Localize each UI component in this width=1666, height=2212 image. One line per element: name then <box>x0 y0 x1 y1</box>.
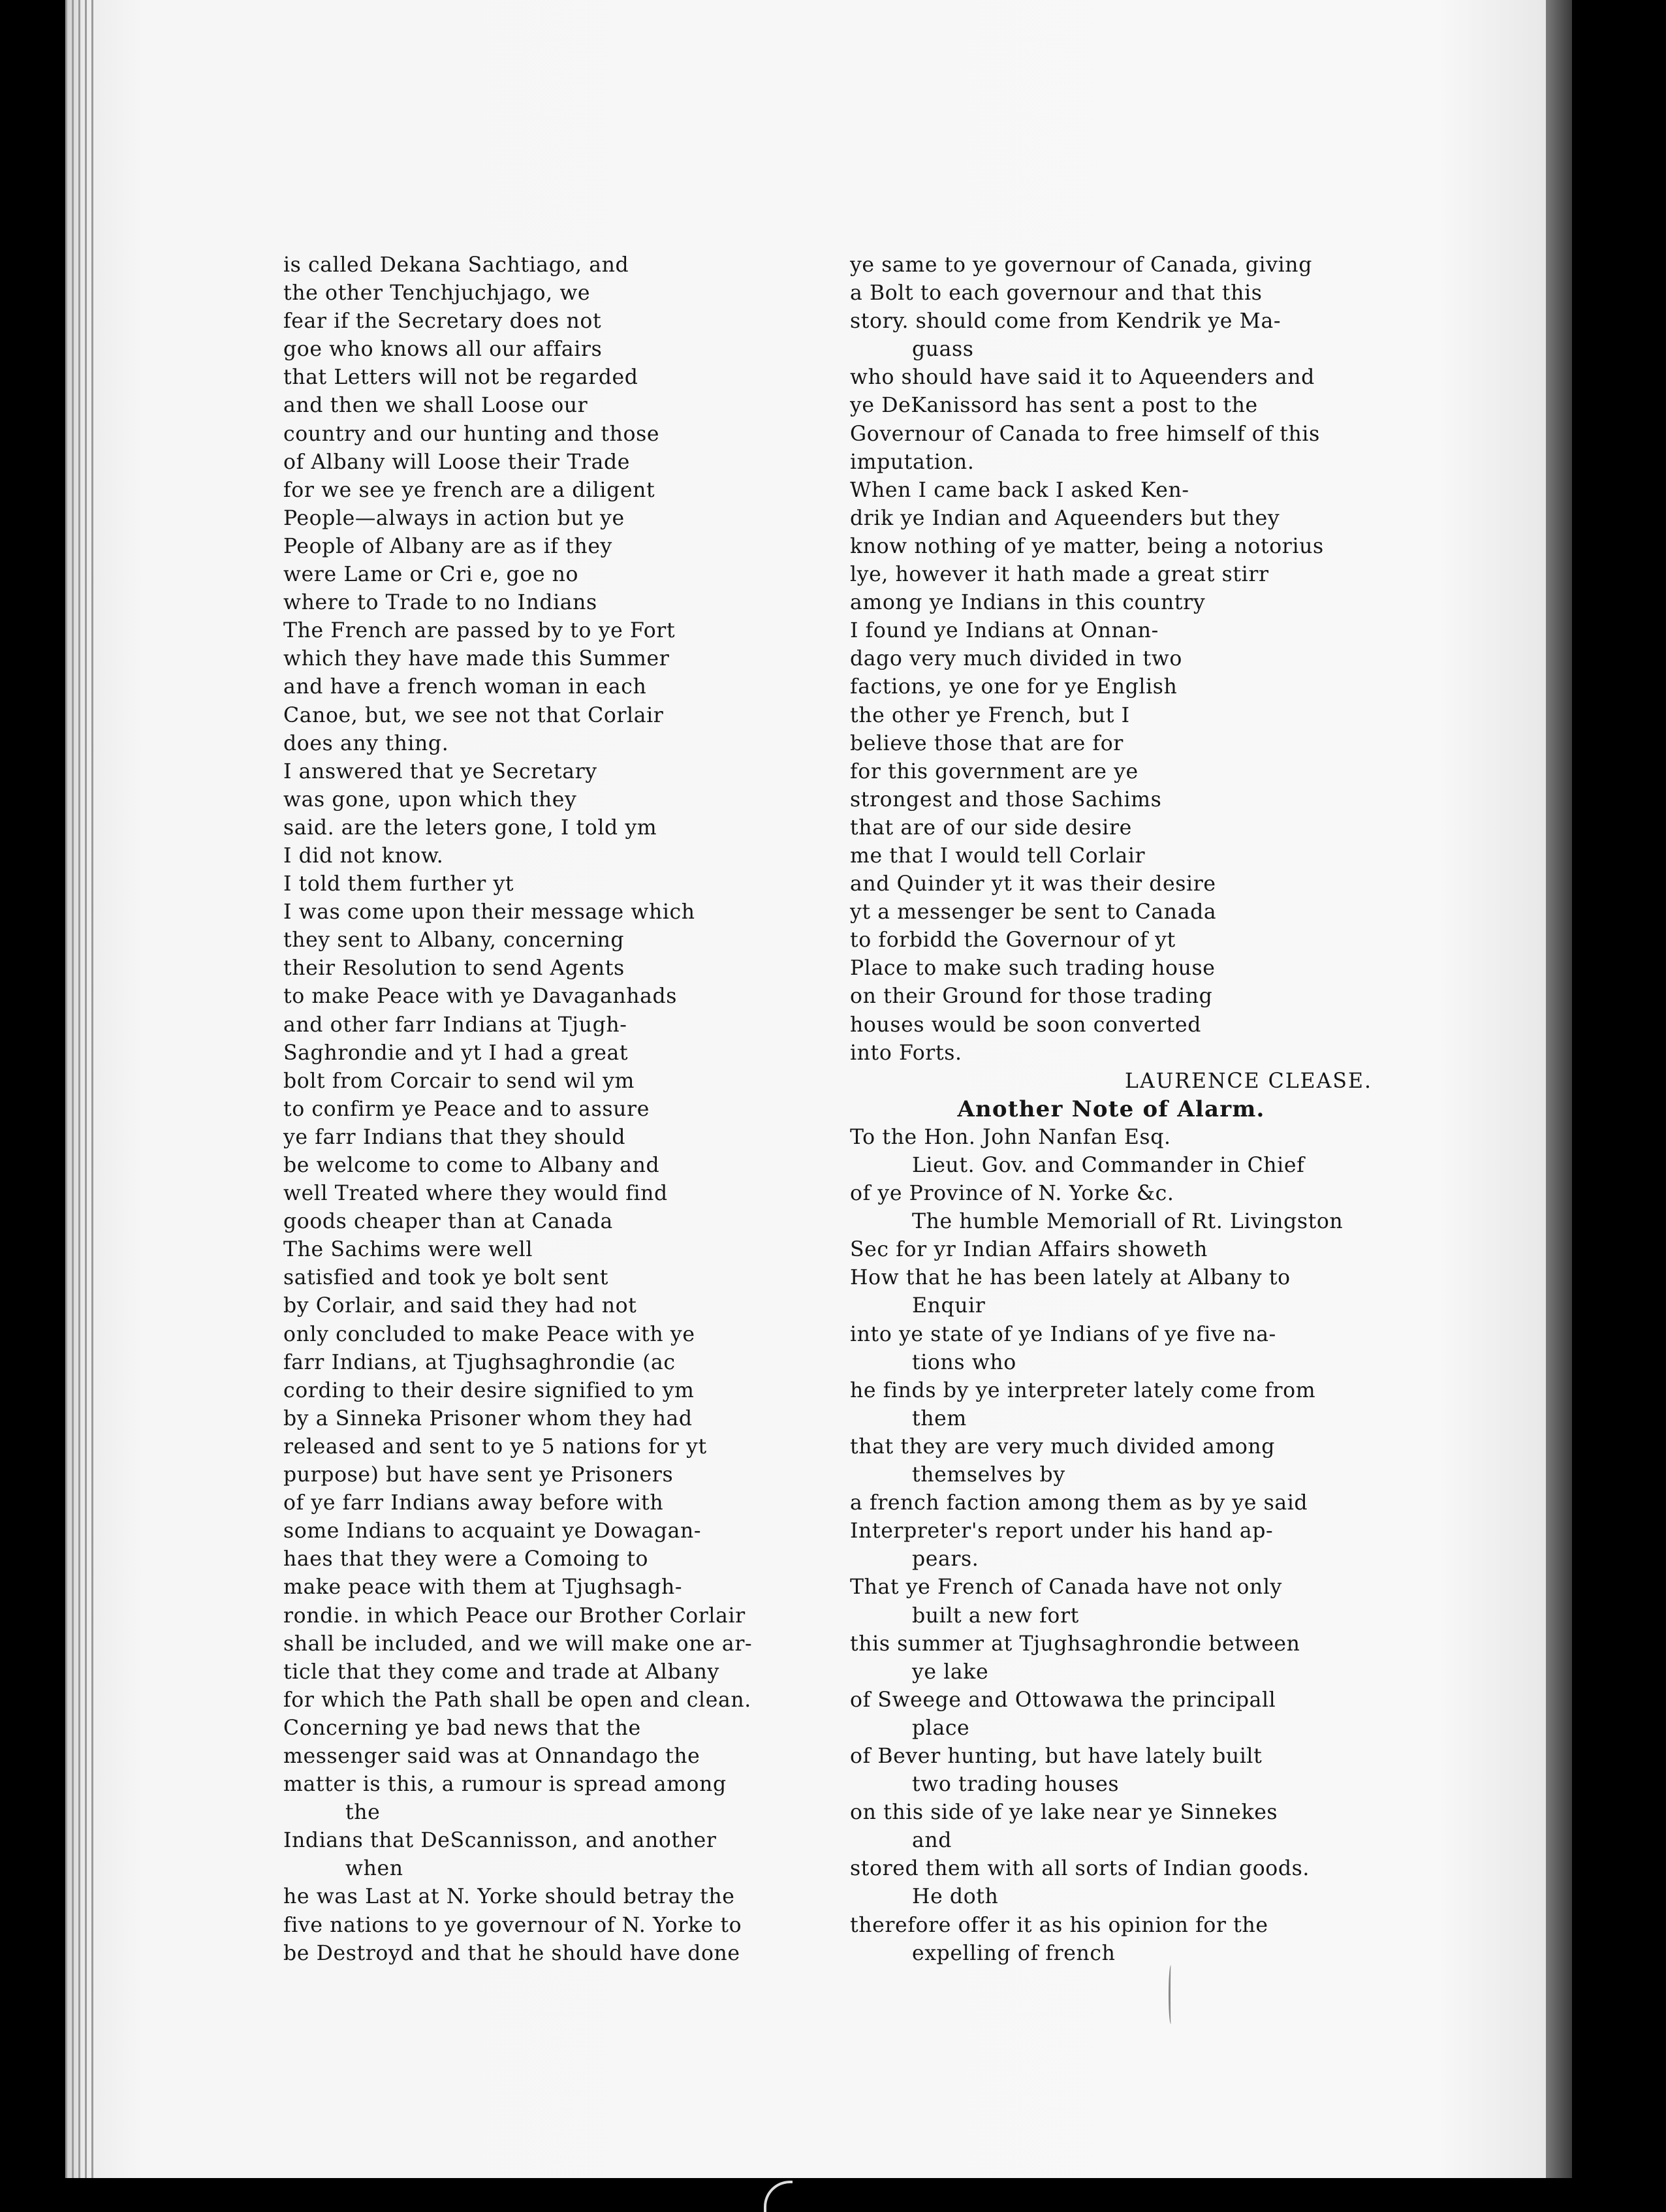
text-line: only concluded to make Peace with ye <box>283 1322 695 1346</box>
text-line: place <box>912 1716 970 1740</box>
text-line: goods cheaper than at Canada <box>283 1210 613 1234</box>
text-line: into Forts. <box>850 1041 962 1065</box>
text-line: that they are very much divided among <box>850 1434 1276 1459</box>
text-line: expelling of french <box>912 1941 1116 1965</box>
text-line: of Bever hunting, but have lately built <box>850 1744 1263 1768</box>
text-line: into ye state of ye Indians of ye five na- <box>850 1322 1276 1346</box>
text-line: I told them further yt <box>283 872 514 896</box>
text-line: two trading houses <box>912 1773 1120 1797</box>
text-line: To the Hon. John Nanfan Esq. <box>850 1125 1171 1149</box>
text-line: to confirm ye Peace and to assure <box>283 1097 650 1121</box>
text-line: Interpreter's report under his hand ap- <box>850 1519 1274 1543</box>
text-line: know nothing of ye matter, being a notorius <box>850 534 1324 558</box>
text-line: does any thing. <box>283 731 449 755</box>
text-line: bolt from Corcair to send wil ym <box>283 1069 635 1093</box>
text-line: to forbidd the Governour of yt <box>850 928 1176 953</box>
text-line: How that he has been lately at Albany to <box>850 1266 1291 1290</box>
page-edge <box>78 0 80 2178</box>
text-line: among ye Indians in this country <box>850 591 1206 615</box>
text-line: shall be included, and we will make one ar- <box>283 1632 753 1656</box>
letter-continuation <box>850 251 1398 1067</box>
text-line: imputation. <box>850 450 975 474</box>
text-line: some Indians to acquaint ye Dowagan- <box>283 1519 702 1543</box>
text-line: I did not know. <box>283 844 444 868</box>
text-line: where to Trade to no Indians <box>283 591 597 615</box>
text-line: factions, ye one for ye English <box>850 675 1178 699</box>
text-line: He doth <box>912 1885 999 1909</box>
text-line: be welcome to come to Albany and <box>283 1154 660 1177</box>
text-line: guass <box>912 338 974 362</box>
text-line: he was Last at N. Yorke should betray the <box>283 1885 735 1909</box>
text-line: yt a messenger be sent to Canada <box>850 900 1217 924</box>
text-line: rondie. in which Peace our Brother Corlair <box>283 1604 746 1628</box>
text-line: of Albany will Loose their Trade <box>283 450 630 474</box>
text-line: Saghrondie and yt I had a great <box>283 1041 629 1065</box>
text-line: The Sachims were well <box>283 1238 533 1262</box>
text-line: said. are the leters gone, I told ym <box>283 815 657 840</box>
text-line: the other Tenchjuchjago, we <box>283 281 591 306</box>
bottom-shadow <box>0 2178 1666 2209</box>
text-line: is called Dekana Sachtiago, and <box>283 253 629 277</box>
text-line: when <box>345 1857 403 1881</box>
text-line: for this government are ye <box>850 759 1139 783</box>
text-line: a french faction among them as by ye said <box>850 1491 1308 1515</box>
text-line: their Resolution to send Agents <box>283 956 625 981</box>
text-line: that Letters will not be regarded <box>283 366 638 390</box>
text-line: Enquir <box>912 1294 986 1318</box>
text-line: therefore offer it as his opinion for the <box>850 1913 1268 1937</box>
text-line: of ye farr Indians away before with <box>283 1491 664 1515</box>
text-line: houses would be soon converted <box>850 1013 1202 1037</box>
text-line: drik ye Indian and Aqueenders but they <box>850 506 1280 530</box>
text-line: of ye Province of N. Yorke &c. <box>850 1182 1174 1206</box>
text-line: me that I would tell Corlair <box>850 844 1146 868</box>
paper-crease-mark <box>1169 1965 1173 2024</box>
section-heading: Another Note of Alarm. <box>957 1096 1265 1122</box>
text-line: lye, however it hath made a great stirr <box>850 563 1269 587</box>
text-line: well Treated where they would find <box>283 1182 668 1206</box>
text-line: People—always in action but ye <box>283 506 625 530</box>
text-line: purpose) but have sent ye Prisoners <box>283 1463 674 1487</box>
text-line: stored them with all sorts of Indian goods. <box>850 1857 1310 1881</box>
text-line: I answered that ye Secretary <box>283 759 597 783</box>
text-line: pears. <box>912 1547 979 1572</box>
text-line: he finds by ye interpreter lately come from <box>850 1378 1316 1402</box>
text-line: Governour of Canada to free himself of this <box>850 422 1320 446</box>
text-line: a Bolt to each governour and that this <box>850 281 1263 306</box>
text-line: tions who <box>912 1350 1016 1374</box>
text-line: Concerning ye bad news that the <box>283 1716 641 1740</box>
text-line: that are of our side desire <box>850 815 1132 840</box>
text-line: by a Sinneka Prisoner whom they had <box>283 1406 693 1430</box>
text-line: and have a french woman in each <box>283 675 647 699</box>
text-line: ticle that they come and trade at Albany <box>283 1660 719 1684</box>
text-line: was gone, upon which they <box>283 787 577 812</box>
text-line: matter is this, a rumour is spread among <box>283 1773 727 1797</box>
text-line: were Lame or Cri e, goe no <box>283 563 579 587</box>
text-line: haes that they were a Comoing to <box>283 1547 649 1572</box>
page-edge <box>85 0 87 2178</box>
text-line: The humble Memoriall of Rt. Livingston <box>912 1210 1344 1234</box>
text-line: The French are passed by to ye Fort <box>283 619 676 643</box>
text-line: Canoe, but, we see not that Corlair <box>283 703 664 727</box>
text-line: on this side of ye lake near ye Sinnekes <box>850 1801 1278 1825</box>
text-line: for we see ye french are a diligent <box>283 478 655 502</box>
text-line: messenger said was at Onnandago the <box>283 1744 700 1768</box>
page-edge <box>72 0 74 2178</box>
text-line: fear if the Secretary does not <box>283 309 602 334</box>
text-line: satisfied and took ye bolt sent <box>283 1266 609 1290</box>
text-line: by Corlair, and said they had not <box>283 1294 637 1318</box>
text-line: That ye French of Canada have not only <box>850 1575 1282 1600</box>
text-line: released and sent to ye 5 nations for yt <box>283 1434 707 1459</box>
right-text-column <box>850 251 1398 1968</box>
text-line: the other ye French, but I <box>850 703 1130 727</box>
left-text-column <box>283 251 832 1968</box>
text-line: People of Albany are as if they <box>283 534 612 558</box>
text-line: Lieut. Gov. and Commander in Chief <box>912 1154 1305 1177</box>
text-line: When I came back I asked Ken- <box>850 478 1189 502</box>
text-line: of Sweege and Ottowawa the principall <box>850 1688 1276 1712</box>
text-line: themselves by <box>912 1463 1065 1487</box>
text-line: be Destroyd and that he should have done <box>283 1941 740 1965</box>
text-line: on their Ground for those trading <box>850 985 1213 1009</box>
text-line: goe who knows all our affairs <box>283 338 603 362</box>
text-line: this summer at Tjughsaghrondie between <box>850 1632 1300 1656</box>
text-line: farr Indians, at Tjughsaghrondie (ac <box>283 1350 676 1374</box>
text-line: Place to make such trading house <box>850 956 1216 981</box>
text-line: story. should come from Kendrik ye Ma- <box>850 309 1281 334</box>
text-line: ye farr Indians that they should <box>283 1125 626 1149</box>
page-edge <box>91 0 93 2178</box>
text-line: ye DeKanissord has sent a post to the <box>850 394 1258 418</box>
text-line: to make Peace with ye Davaganhads <box>283 985 678 1009</box>
text-line: and then we shall Loose our <box>283 394 588 418</box>
text-line: ye lake <box>912 1660 989 1684</box>
text-line: dago very much divided in two <box>850 647 1182 671</box>
text-line: cording to their desire signified to ym <box>283 1378 695 1402</box>
text-line: and <box>912 1829 952 1853</box>
text-line: Sec for yr Indian Affairs showeth <box>850 1238 1208 1262</box>
text-line: Indians that DeScannisson, and another <box>283 1829 717 1853</box>
text-line: which they have made this Summer <box>283 647 670 671</box>
page-edge <box>65 0 67 2178</box>
text-line: and Quinder yt it was their desire <box>850 872 1216 896</box>
text-line: I found ye Indians at Onnan- <box>850 619 1159 643</box>
binding-shadow <box>1546 0 1572 2209</box>
memorial-text <box>850 1124 1398 1968</box>
text-line: country and our hunting and those <box>283 422 660 446</box>
text-line: the <box>345 1801 381 1825</box>
text-line: make peace with them at Tjughsagh- <box>283 1575 683 1600</box>
text-line: for which the Path shall be open and clean. <box>283 1688 751 1712</box>
text-line: believe those that are for <box>850 731 1124 755</box>
text-line: they sent to Albany, concerning <box>283 928 625 953</box>
text-line: five nations to ye governour of N. Yorke to <box>283 1913 742 1937</box>
text-line: built a new fort <box>912 1604 1079 1628</box>
text-line: them <box>912 1406 967 1430</box>
text-line: and other farr Indians at Tjugh- <box>283 1013 627 1037</box>
text-line: who should have said it to Aqueenders and <box>850 366 1315 390</box>
text-line: ye same to ye governour of Canada, giving <box>850 253 1312 277</box>
text-line: strongest and those Sachims <box>850 787 1162 812</box>
signature-line: LAURENCE CLEASE. <box>1125 1069 1372 1093</box>
text-line: I was come upon their message which <box>283 900 695 924</box>
